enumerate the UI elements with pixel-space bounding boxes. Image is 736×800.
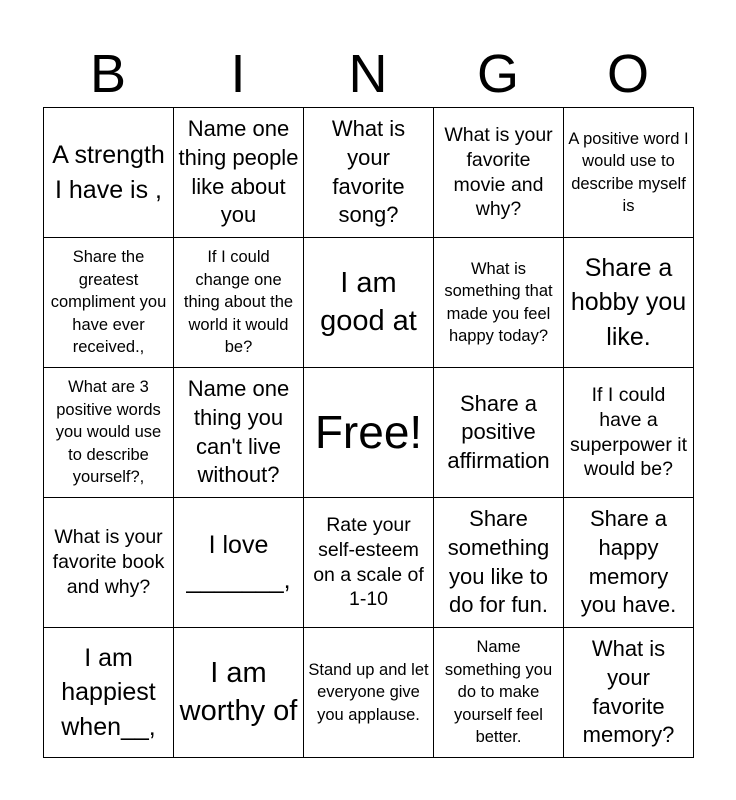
- bingo-cell[interactable]: [304, 628, 434, 758]
- cell-text: Stand up and let everyone give you applause.: [308, 660, 429, 724]
- cell-text: A strength I have is ,: [52, 141, 165, 204]
- bingo-cell[interactable]: [564, 108, 694, 238]
- bingo-cell[interactable]: [434, 628, 564, 758]
- cell-text: I love _______,: [186, 531, 291, 594]
- cell-text: What is your favorite book and why?: [52, 526, 165, 598]
- bingo-cell[interactable]: [44, 628, 174, 758]
- bingo-cell[interactable]: [44, 238, 174, 368]
- bingo-cell[interactable]: [304, 108, 434, 238]
- cell-text: What is your favorite song?: [331, 116, 406, 228]
- bingo-cell[interactable]: [174, 108, 304, 238]
- cell-text: Share a happy memory you have.: [580, 506, 677, 618]
- header-letter-g: G: [476, 44, 519, 104]
- cell-text: Share a hobby you like.: [570, 253, 687, 351]
- cell-text: Name one thing you can't live without?: [187, 376, 290, 488]
- cell-text: I am worthy of: [179, 656, 298, 727]
- bingo-board: [43, 107, 694, 758]
- bingo-cell[interactable]: [564, 498, 694, 628]
- header-letter-i: I: [230, 44, 246, 104]
- bingo-cell[interactable]: [44, 108, 174, 238]
- bingo-cell[interactable]: [564, 628, 694, 758]
- cell-text: If I could have a superpower it would be?: [569, 383, 688, 481]
- bingo-cell[interactable]: [304, 238, 434, 368]
- cell-text: Name something you do to make yourself feel better.: [444, 638, 553, 747]
- cell-text: I am good at: [320, 266, 417, 337]
- header-letter-o: O: [606, 44, 649, 104]
- cell-text: What is something that made you feel happy today?: [444, 259, 553, 345]
- free-space-cell[interactable]: [304, 368, 434, 498]
- cell-text: A positive word I would use to describe myself is: [568, 129, 689, 215]
- cell-text: If I could change one thing about the world it would be?: [183, 248, 294, 357]
- header-letter-n: N: [348, 44, 388, 104]
- bingo-header: [43, 40, 693, 108]
- bingo-cell[interactable]: [564, 238, 694, 368]
- cell-text: Rate your self-esteem on a scale of 1-10: [313, 513, 424, 611]
- bingo-cell[interactable]: [304, 498, 434, 628]
- bingo-cell[interactable]: [174, 498, 304, 628]
- cell-text: What is your favorite memory?: [582, 636, 675, 748]
- bingo-cell[interactable]: [174, 628, 304, 758]
- bingo-cell[interactable]: [434, 498, 564, 628]
- bingo-cell[interactable]: [434, 368, 564, 498]
- bingo-cell[interactable]: [44, 368, 174, 498]
- cell-text: Share the greatest compliment you have ever received.,: [50, 248, 167, 357]
- bingo-cell[interactable]: [434, 108, 564, 238]
- cell-text: What is your favorite movie and why?: [444, 123, 553, 221]
- cell-text: Name one thing people like about you: [178, 116, 299, 228]
- cell-text: I am happiest when__,: [61, 643, 156, 741]
- header-letter-b: B: [89, 44, 127, 104]
- free-space-text: Free!: [314, 406, 423, 459]
- cell-text: What are 3 positive words you would use to describe yourself?,: [55, 378, 162, 487]
- bingo-cell[interactable]: [434, 238, 564, 368]
- bingo-cell[interactable]: [174, 368, 304, 498]
- cell-text: Share something you like to do for fun.: [447, 506, 550, 618]
- bingo-cell[interactable]: [174, 238, 304, 368]
- cell-text: Share a positive affirmation: [447, 390, 550, 473]
- bingo-cell[interactable]: [564, 368, 694, 498]
- bingo-cell[interactable]: [44, 498, 174, 628]
